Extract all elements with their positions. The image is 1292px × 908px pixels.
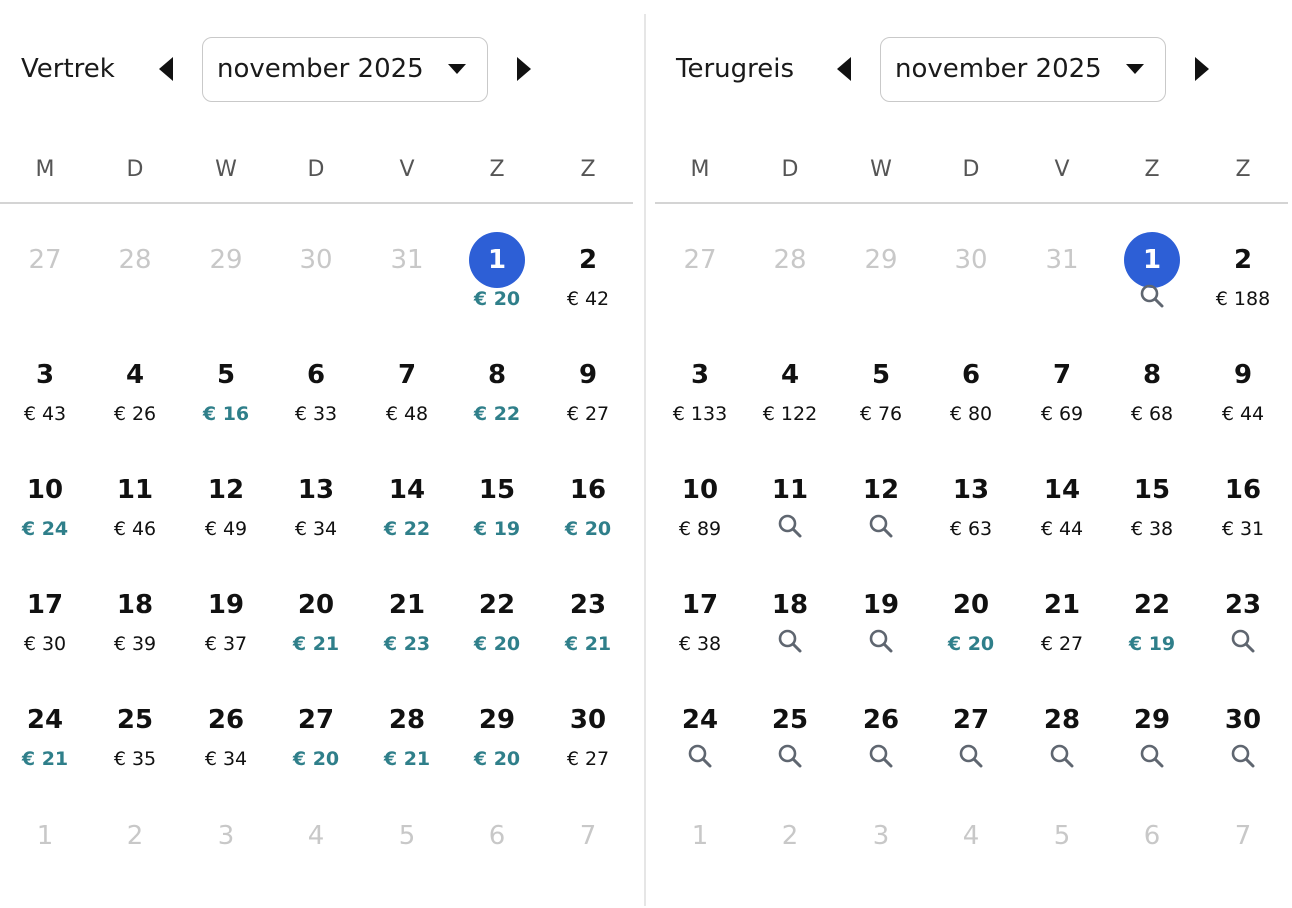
day-number: 10 [26,475,64,505]
price-label: € 122 [762,403,818,425]
weekday-label: D [781,157,799,182]
day-cell-outside-month [1201,808,1285,908]
day-cell[interactable] [546,577,630,677]
price-label: € 89 [678,518,722,540]
weekday-label: D [307,157,325,182]
day-number: 24 [26,705,64,735]
day-cell[interactable] [929,462,1013,562]
weekday-label: V [1054,157,1070,182]
day-number: 7 [1052,360,1072,390]
lowest-price-label: € 19 [473,518,521,540]
triangle-right-icon [1195,57,1209,81]
day-cell[interactable] [839,462,923,562]
return-month-select[interactable] [880,37,1166,102]
day-cell[interactable] [184,577,268,677]
day-cell[interactable] [748,692,832,792]
day-number: 24 [681,705,719,735]
return-label: Terugreis [676,54,795,84]
day-cell[interactable] [455,462,539,562]
day-number: 3 [35,360,55,390]
day-number: 16 [1224,475,1262,505]
day-number: 1 [1142,245,1162,275]
price-label: € 30 [23,633,67,655]
weekday-label: Z [1144,157,1160,182]
day-cell-outside-month [546,808,630,908]
day-number: 31 [1045,245,1079,275]
day-cell[interactable] [365,577,449,677]
day-cell-outside-month [3,808,87,908]
departure-calendar [0,0,633,906]
day-number: 29 [864,245,898,275]
panel-divider [644,14,646,906]
price-label: € 43 [23,403,67,425]
price-label: € 26 [113,403,157,425]
day-number: 6 [306,360,326,390]
price-label: € 42 [566,288,610,310]
day-cell-outside-month [365,808,449,908]
price-label: € 39 [113,633,157,655]
day-number: 3 [217,821,235,851]
price-label: € 27 [1040,633,1084,655]
weekday-label: M [690,157,710,182]
day-cell-outside-month [365,232,449,332]
weekday-label: D [126,157,144,182]
search-icon [1230,743,1256,769]
day-number: 13 [952,475,990,505]
day-number: 10 [681,475,719,505]
day-number: 29 [1133,705,1171,735]
day-number: 30 [299,245,333,275]
departure-header [0,37,633,102]
triangle-left-icon [837,57,851,81]
day-cell[interactable] [748,347,832,447]
day-number: 20 [952,590,990,620]
weekday-label: Z [489,157,505,182]
day-number: 28 [118,245,152,275]
price-label: € 38 [678,633,722,655]
day-number: 30 [1224,705,1262,735]
day-cell[interactable] [455,692,539,792]
day-cell[interactable] [184,692,268,792]
price-label: € 38 [1130,518,1174,540]
day-cell[interactable] [93,692,177,792]
search-icon [868,628,894,654]
day-cell-outside-month [658,808,742,908]
day-cell[interactable] [1020,577,1104,677]
day-number: 11 [116,475,154,505]
day-cell-outside-month [93,808,177,908]
price-label: € 76 [859,403,903,425]
day-cell-outside-month [929,232,1013,332]
day-cell[interactable] [3,577,87,677]
price-label: € 44 [1040,518,1084,540]
day-number: 5 [398,821,416,851]
day-number: 8 [1142,360,1162,390]
prev-month-button[interactable] [831,56,857,82]
lowest-price-label: € 22 [383,518,431,540]
weekday-label: V [399,157,415,182]
day-number: 5 [216,360,236,390]
weekday-label: M [35,157,55,182]
price-label: € 133 [672,403,728,425]
day-number: 1 [691,821,709,851]
day-cell[interactable] [929,347,1013,447]
day-cell[interactable] [455,347,539,447]
day-cell[interactable] [929,577,1013,677]
search-icon [868,743,894,769]
lowest-price-label: € 21 [564,633,612,655]
day-number: 14 [1043,475,1081,505]
day-cell-outside-month [839,808,923,908]
day-cell[interactable] [839,347,923,447]
day-number: 1 [36,821,54,851]
day-cell[interactable] [658,347,742,447]
day-cell[interactable] [546,462,630,562]
search-icon [1230,628,1256,654]
search-icon [958,743,984,769]
day-cell[interactable] [1110,577,1194,677]
lowest-price-label: € 22 [473,403,521,425]
day-number: 9 [1233,360,1253,390]
day-cell-outside-month [1020,808,1104,908]
day-cell[interactable] [748,577,832,677]
day-number: 30 [954,245,988,275]
day-number: 6 [1143,821,1161,851]
day-cell-outside-month [184,808,268,908]
day-number: 21 [388,590,426,620]
price-label: € 35 [113,748,157,770]
day-number: 5 [1053,821,1071,851]
day-cell-selected[interactable] [455,232,539,332]
day-number: 5 [871,360,891,390]
price-label: € 34 [204,748,248,770]
day-number: 17 [681,590,719,620]
weekday-header [655,150,1288,190]
day-number: 21 [1043,590,1081,620]
day-number: 18 [116,590,154,620]
lowest-price-label: € 20 [473,633,521,655]
day-number: 20 [297,590,335,620]
day-number: 2 [578,245,598,275]
day-number: 31 [390,245,424,275]
month-select-value: november 2025 [895,54,1102,84]
day-number: 29 [209,245,243,275]
day-cell[interactable] [546,692,630,792]
lowest-price-label: € 16 [202,403,250,425]
day-number: 17 [26,590,64,620]
search-icon [1139,743,1165,769]
day-cell[interactable] [184,347,268,447]
departure-month-select[interactable] [202,37,488,102]
day-number: 3 [872,821,890,851]
day-number: 25 [116,705,154,735]
day-cell-selected[interactable] [1110,232,1194,332]
return-calendar [655,0,1288,906]
day-number: 8 [487,360,507,390]
day-cell[interactable] [546,347,630,447]
caret-down-icon [448,64,466,74]
day-cell[interactable] [184,462,268,562]
day-number: 27 [952,705,990,735]
price-label: € 27 [566,403,610,425]
price-label: € 188 [1215,288,1271,310]
day-cell-outside-month [184,232,268,332]
day-cell-outside-month [839,232,923,332]
day-cell-outside-month [1020,232,1104,332]
day-cell[interactable] [748,462,832,562]
lowest-price-label: € 20 [564,518,612,540]
day-number: 6 [961,360,981,390]
day-number: 11 [771,475,809,505]
day-number: 1 [487,245,507,275]
day-cell[interactable] [3,462,87,562]
lowest-price-label: € 20 [947,633,995,655]
month-select-value: november 2025 [217,54,424,84]
day-number: 27 [683,245,717,275]
lowest-price-label: € 21 [383,748,431,770]
day-number: 28 [388,705,426,735]
day-number: 19 [862,590,900,620]
day-cell[interactable] [274,692,358,792]
price-label: € 34 [294,518,338,540]
price-label: € 68 [1130,403,1174,425]
search-icon [868,513,894,539]
day-number: 7 [397,360,417,390]
day-cell-outside-month [455,808,539,908]
search-icon [777,743,803,769]
day-cell[interactable] [3,347,87,447]
day-number: 26 [862,705,900,735]
day-cell-outside-month [3,232,87,332]
day-number: 16 [569,475,607,505]
day-cell[interactable] [1201,577,1285,677]
day-cell[interactable] [365,462,449,562]
day-cell[interactable] [929,692,1013,792]
weekday-label: Z [1235,157,1251,182]
day-cell[interactable] [839,692,923,792]
price-label: € 33 [294,403,338,425]
lowest-price-label: € 20 [473,288,521,310]
price-label: € 63 [949,518,993,540]
day-cell[interactable] [1201,232,1285,332]
day-cell[interactable] [93,462,177,562]
return-header [655,37,1288,102]
price-label: € 48 [385,403,429,425]
day-number: 2 [1233,245,1253,275]
day-cell[interactable] [658,462,742,562]
day-cell[interactable] [658,692,742,792]
day-number: 2 [126,821,144,851]
day-cell[interactable] [93,577,177,677]
weekday-label: D [962,157,980,182]
departure-label: Vertrek [21,54,115,84]
prev-month-button[interactable] [153,56,179,82]
day-cell[interactable] [1201,462,1285,562]
day-number: 22 [478,590,516,620]
day-number: 7 [1234,821,1252,851]
day-number: 4 [780,360,800,390]
lowest-price-label: € 21 [292,633,340,655]
price-label: € 27 [566,748,610,770]
day-cell[interactable] [274,347,358,447]
day-cell[interactable] [1110,347,1194,447]
day-cell-outside-month [93,232,177,332]
day-number: 23 [1224,590,1262,620]
day-number: 14 [388,475,426,505]
day-number: 2 [781,821,799,851]
day-cell[interactable] [274,462,358,562]
day-cell-outside-month [274,232,358,332]
lowest-price-label: € 19 [1128,633,1176,655]
price-label: € 69 [1040,403,1084,425]
day-number: 29 [478,705,516,735]
lowest-price-label: € 21 [21,748,69,770]
day-number: 28 [773,245,807,275]
price-label: € 37 [204,633,248,655]
weekday-divider [655,202,1288,204]
day-cell[interactable] [1020,462,1104,562]
day-number: 30 [569,705,607,735]
day-number: 19 [207,590,245,620]
day-number: 25 [771,705,809,735]
next-month-button[interactable] [511,56,537,82]
day-cell[interactable] [455,577,539,677]
search-icon [777,628,803,654]
next-month-button[interactable] [1189,56,1215,82]
day-cell[interactable] [1110,692,1194,792]
day-cell-outside-month [658,232,742,332]
price-label: € 80 [949,403,993,425]
day-number: 18 [771,590,809,620]
weekday-label: W [215,157,237,182]
day-cell[interactable] [1020,692,1104,792]
lowest-price-label: € 20 [473,748,521,770]
lowest-price-label: € 20 [292,748,340,770]
day-number: 12 [207,475,245,505]
day-number: 27 [28,245,62,275]
day-cell-outside-month [748,232,832,332]
price-label: € 46 [113,518,157,540]
price-label: € 44 [1221,403,1265,425]
day-cell[interactable] [274,577,358,677]
day-number: 6 [488,821,506,851]
day-cell[interactable] [1020,347,1104,447]
day-cell[interactable] [365,692,449,792]
day-number: 9 [578,360,598,390]
price-label: € 49 [204,518,248,540]
weekday-header [0,150,633,190]
day-cell-outside-month [748,808,832,908]
day-cell-outside-month [1110,808,1194,908]
day-number: 4 [307,821,325,851]
triangle-right-icon [517,57,531,81]
day-cell[interactable] [365,347,449,447]
day-cell[interactable] [658,577,742,677]
day-cell[interactable] [546,232,630,332]
day-cell[interactable] [1201,347,1285,447]
weekday-label: W [870,157,892,182]
day-number: 22 [1133,590,1171,620]
day-cell[interactable] [1201,692,1285,792]
day-number: 15 [1133,475,1171,505]
day-number: 15 [478,475,516,505]
weekday-label: Z [580,157,596,182]
day-cell[interactable] [3,692,87,792]
price-label: € 31 [1221,518,1265,540]
search-icon [777,513,803,539]
day-number: 4 [962,821,980,851]
lowest-price-label: € 23 [383,633,431,655]
weekday-divider [0,202,633,204]
search-icon [1139,283,1165,309]
day-number: 4 [125,360,145,390]
lowest-price-label: € 24 [21,518,69,540]
day-cell-outside-month [929,808,1013,908]
day-number: 3 [690,360,710,390]
search-icon [1049,743,1075,769]
triangle-left-icon [159,57,173,81]
day-number: 13 [297,475,335,505]
search-icon [687,743,713,769]
day-cell[interactable] [93,347,177,447]
day-number: 27 [297,705,335,735]
day-number: 26 [207,705,245,735]
day-cell-outside-month [274,808,358,908]
day-cell[interactable] [1110,462,1194,562]
day-number: 28 [1043,705,1081,735]
day-number: 23 [569,590,607,620]
day-number: 7 [579,821,597,851]
day-cell[interactable] [839,577,923,677]
day-number: 12 [862,475,900,505]
caret-down-icon [1126,64,1144,74]
